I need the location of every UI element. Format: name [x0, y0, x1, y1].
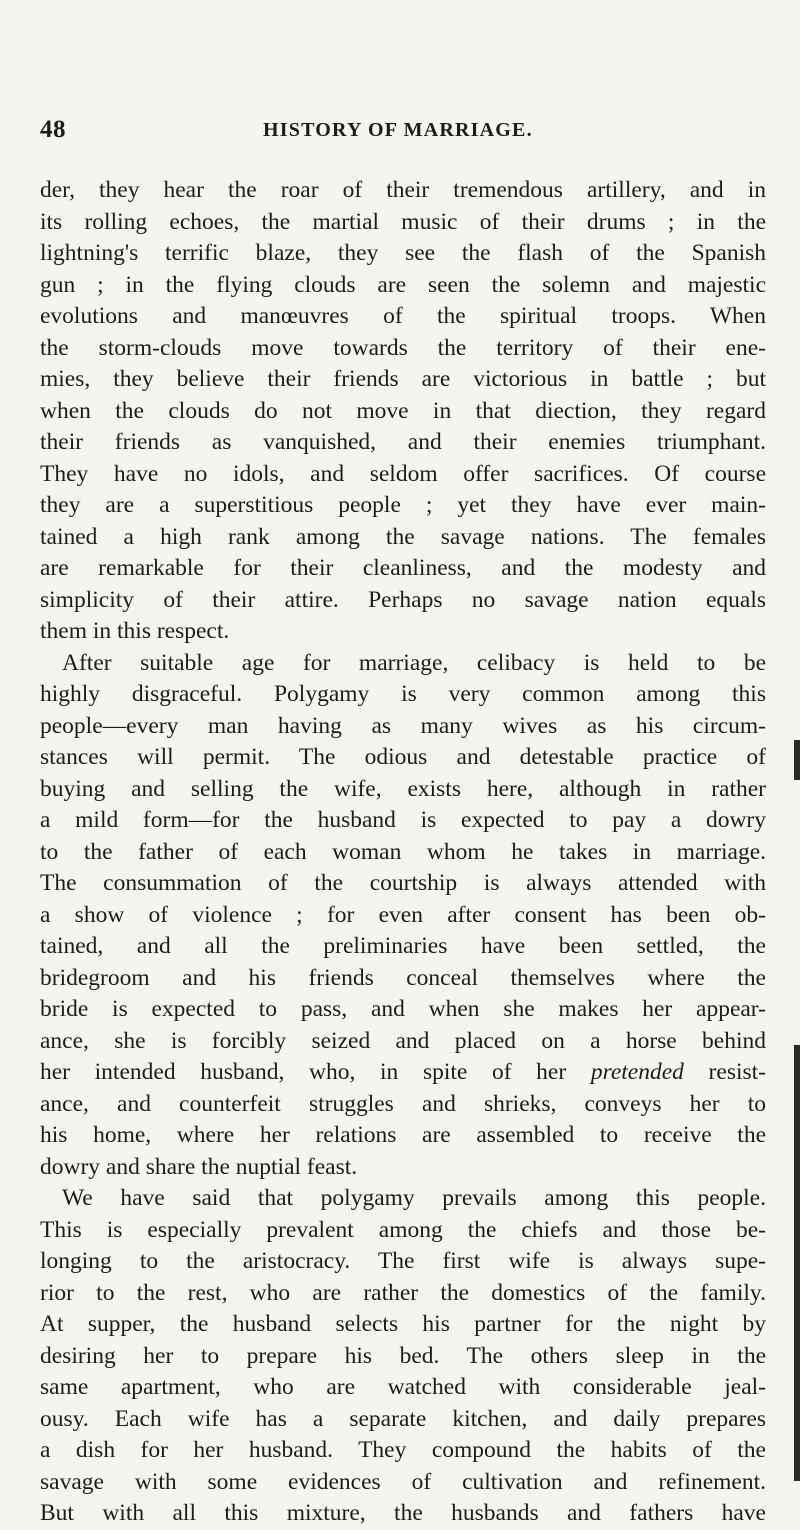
page-number: 48 — [40, 116, 66, 143]
text-line: its rolling echoes, the martial music of their drums ; in the — [40, 208, 766, 235]
text-line: a mild form—for the husband is expected to pay a dowry — [40, 807, 766, 833]
text-line: stances will permit. The odious and detestable practice of — [40, 744, 766, 770]
text-line: buying and selling the wife, exists here, although in rather — [40, 775, 766, 802]
text-line: After suitable age for marriage, celibacy is held to be — [62, 649, 766, 676]
text-line: bridegroom and his friends conceal themselves where the — [40, 964, 766, 991]
page-edge-shadow — [794, 740, 800, 780]
text-line: are remarkable for their cleanliness, and the modesty and — [40, 555, 766, 581]
text-line: dowry and share the nuptial feast. — [40, 1153, 358, 1180]
text-line: This is especially prevalent among the chiefs and those be- — [40, 1216, 766, 1243]
text-line: tained, and all the preliminaries have been settled, the — [40, 933, 766, 959]
text-line: desiring her to prepare his bed. The others sleep in the — [40, 1342, 766, 1369]
text-line: mies, they believe their friends are victorious in battle ; but — [40, 366, 766, 392]
text-line: their friends as vanquished, and their enemies triumphant. — [40, 429, 766, 455]
text-line: longing to the aristocracy. The first wife is always supe- — [40, 1248, 766, 1274]
text-line: At supper, the husband selects his partner for the night by — [40, 1311, 766, 1337]
page-edge-shadow — [794, 1045, 800, 1481]
text-line: same apartment, who are watched with considerable jeal- — [40, 1374, 766, 1400]
body-text — [40, 175, 766, 1530]
text-line: her intended husband, who, in spite of her pretended resist- — [40, 1059, 766, 1085]
text-line: They have no idols, and seldom offer sacrifices. Of course — [40, 460, 766, 487]
text-line: tained a high rank among the savage nations. The females — [40, 523, 766, 550]
text-line: a dish for her husband. They compound the habits of the — [40, 1437, 766, 1463]
text-line: ance, and counterfeit struggles and shrieks, conveys her to — [40, 1090, 766, 1117]
header-title: HISTORY OF MARRIAGE. — [263, 119, 533, 141]
text-line: rior to the rest, who are rather the domestics of the family. — [40, 1279, 766, 1306]
text-line: to the father of each woman whom he takes in marriage. — [40, 838, 766, 865]
text-line: a show of violence ; for even after consent has been ob- — [40, 901, 766, 928]
text-line: his home, where her relations are assembled to receive the — [40, 1122, 766, 1148]
text-line: when the clouds do not move in that diection, they regard — [40, 397, 766, 424]
text-line: they are a superstitious people ; yet they have ever main- — [40, 492, 766, 518]
text-line: der, they hear the roar of their tremendous artillery, and in — [40, 177, 766, 203]
text-line: the storm-clouds move towards the territory of their ene- — [40, 334, 766, 361]
text-line: lightning's terrific blaze, they see the flash of the Spanish — [40, 240, 766, 266]
text-line: ousy. Each wife has a separate kitchen, and daily prepares — [40, 1405, 766, 1432]
text-line: highly disgraceful. Polygamy is very common among this — [40, 681, 766, 707]
text-line: We have said that polygamy prevails among this people. — [62, 1185, 766, 1211]
text-line: ance, she is forcibly seized and placed on a horse behind — [40, 1027, 766, 1054]
text-line: evolutions and manœuvres of the spiritual troops. When — [40, 303, 766, 329]
text-line: The consummation of the courtship is always attended with — [40, 870, 766, 896]
text-line: savage with some evidences of cultivation and refinement. — [40, 1468, 766, 1495]
running-head — [40, 116, 760, 146]
text-line: people—every man having as many wives as his circum- — [40, 712, 766, 739]
text-line: simplicity of their attire. Perhaps no savage nation equals — [40, 586, 766, 613]
text-line: gun ; in the flying clouds are seen the solemn and majestic — [40, 271, 766, 298]
text-line: But with all this mixture, the husbands and fathers have — [40, 1500, 766, 1526]
text-line: them in this respect. — [40, 618, 230, 644]
text-line: bride is expected to pass, and when she makes her appear- — [40, 996, 766, 1022]
